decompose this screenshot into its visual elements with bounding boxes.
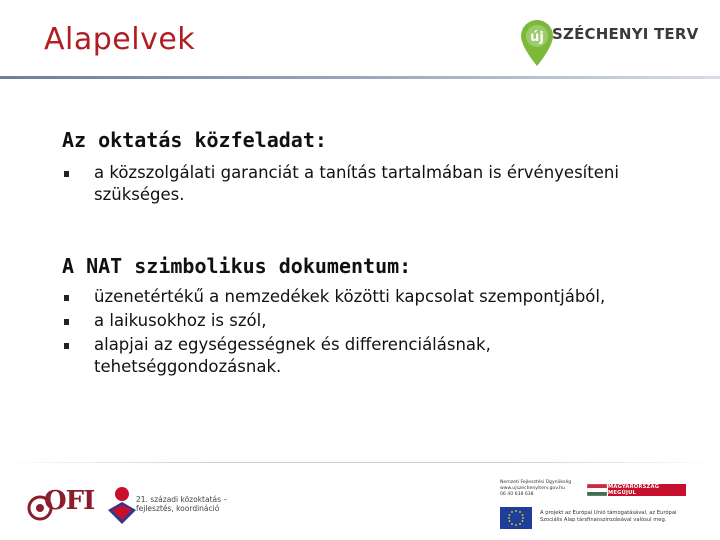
square-bullet-icon [64,295,69,301]
eu-funding-note: A projekt az Európai Unió támogatásával, az Európai Szociális Alap társfinanszírozásával valósul meg. [540,510,677,523]
hungarian-flag-icon [587,484,607,496]
contact-block [500,480,590,498]
bullet-text: a közszolgálati garanciát a tanítás tartalmában is érvényesíteni szükséges. [94,163,619,204]
ofi-logo: OFI [44,486,95,516]
contact-line: Nemzeti Fejlesztési Ügynökség [500,480,572,485]
brand-icon-letter: új [530,30,544,45]
title-underline [0,76,720,79]
footer-divider [0,462,720,463]
hungary-renews-banner: MAGYARORSZÁG MEGÚJUL [608,484,686,496]
brand-name: SZÉCHENYI TERV [552,25,699,43]
contact-line: 06 40 638 638 [500,492,534,497]
bullet-text: alapjai az egységességnek és differenciálásnak, tehetséggondozásnak. [94,335,491,376]
program-label: 21. századi közoktatás – fejlesztés, koordináció [136,495,228,513]
list-item [62,286,622,308]
list-item [62,334,622,378]
bullet-list-1 [62,162,622,208]
eu-flag-icon [500,507,532,529]
list-item [62,310,622,332]
bullet-list-2 [62,286,622,380]
bullet-text: üzenetértékű a nemzedékek közötti kapcsolat szempontjából, [94,287,606,306]
section-heading-2: A NAT szimbolikus dokumentum: [62,254,412,278]
section-heading-1: Az oktatás közfeladat: [62,128,327,152]
contact-line: www.ujszechenyiterv.gov.hu [500,486,566,491]
square-bullet-icon [64,343,69,349]
list-item [62,162,622,206]
bullet-text: a laikusokhoz is szól, [94,311,267,330]
program-logo-icon [104,484,138,528]
slide-title: Alapelvek [44,22,196,57]
square-bullet-icon [64,319,69,325]
square-bullet-icon [64,171,69,177]
